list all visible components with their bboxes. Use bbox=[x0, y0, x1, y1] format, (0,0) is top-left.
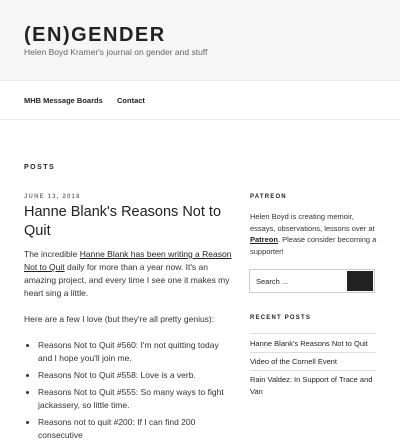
post-intro-text: The incredible bbox=[24, 249, 80, 259]
post-date[interactable]: JUNE 13, 2018 bbox=[24, 194, 81, 200]
post-list-intro: Here are a few I love (but they're all pretty genius): bbox=[24, 314, 215, 324]
recent-post-item[interactable]: Rain Valdez: In Support of Trace and Van bbox=[250, 375, 373, 396]
divider bbox=[250, 333, 376, 334]
post-content bbox=[24, 248, 234, 446]
search-form bbox=[249, 269, 375, 293]
recent-posts-title: RECENT POSTS bbox=[250, 315, 312, 321]
patreon-text bbox=[250, 211, 378, 257]
recent-post-item[interactable]: Video of the Cornell Event bbox=[250, 357, 338, 366]
list-item: • Reasons Not to Quit #558: Love is a verb. bbox=[38, 369, 234, 382]
patreon-link[interactable]: Patreon bbox=[250, 235, 278, 244]
hanne-blank-link[interactable]: Hanne Blank has been writing a Reason Not to Quit bbox=[24, 249, 232, 272]
divider bbox=[250, 352, 376, 353]
list-item: • Reasons Not to Quit #555: So many ways to fight jackassery, so little time. bbox=[38, 386, 234, 412]
site-header bbox=[0, 0, 400, 80]
main-navigation bbox=[0, 80, 400, 120]
post-title[interactable]: Hanne Blank's Reasons Not to Quit bbox=[24, 204, 222, 239]
list-item: • Reasons Not to Quit #560: I'm not quitting today and I hope you'll join me. bbox=[38, 339, 234, 365]
list-item: • Reasons not to quit #200: If I can find 200 consecutive bbox=[38, 416, 234, 442]
post-intro-paragraph bbox=[24, 248, 234, 300]
patreon-text-end: . Please consider becoming a supporter! bbox=[250, 235, 377, 256]
search-button[interactable] bbox=[347, 271, 373, 291]
nav-item-message-boards[interactable]: MHB Message Boards bbox=[24, 96, 103, 105]
site-tagline: Helen Boyd Kramer's journal on gender and stuff bbox=[24, 47, 208, 57]
search-input[interactable] bbox=[250, 270, 346, 292]
page-title: POSTS bbox=[24, 164, 56, 171]
recent-post-item[interactable]: Hanne Blank's Reasons Not to Quit bbox=[250, 339, 368, 348]
nav-item-contact[interactable]: Contact bbox=[117, 96, 145, 105]
divider bbox=[250, 370, 376, 371]
site-title[interactable]: (EN)GENDER bbox=[24, 24, 166, 46]
reasons-list bbox=[24, 339, 234, 442]
patreon-widget-title: PATREON bbox=[250, 194, 287, 200]
post-intro-text-end: daily for more than a year now. It's an amazing project, and every time I see one it makes my heart sing a little. bbox=[24, 262, 230, 298]
patreon-text-start: Helen Boyd is creating memoir, essays, observations, lessons over at bbox=[250, 212, 375, 233]
